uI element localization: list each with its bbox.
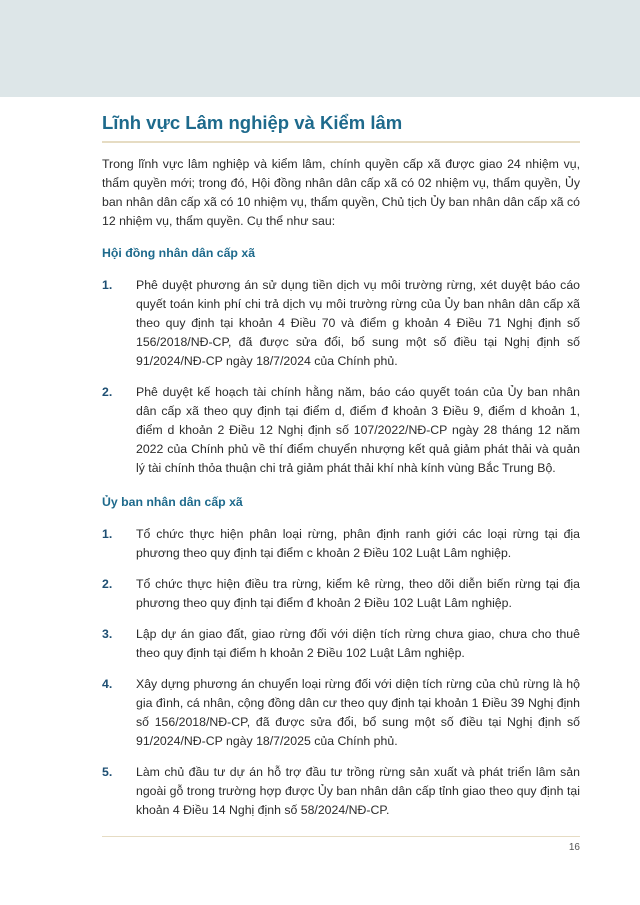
list-item (102, 383, 580, 478)
footer-divider (102, 836, 580, 837)
item-number: 2. (102, 577, 113, 591)
section-heading-ubnd: Ủy ban nhân dân cấp xã (102, 495, 243, 509)
page-title: Lĩnh vực Lâm nghiệp và Kiểm lâm (102, 112, 403, 133)
item-text: Phê duyệt kế hoạch tài chính hằng năm, báo cáo quyết toán của Ủy ban nhân dân cấp xã theo quy định tại điểm d, điểm đ khoản 3 Điều 9, điểm d khoản 1, điểm d khoản 2 Điều 12 Nghị định số 107/2022/NĐ-CP ngày 28 tháng 12 năm 2022 của Chính phủ về thí điểm chuyển nhượng kết quả giảm phát thải và quản lý tài chính thỏa thuận chi trả giảm phát thải khí nhà kính vùng Bắc Trung Bộ. (136, 385, 580, 475)
list-item (102, 575, 580, 613)
list-item (102, 625, 580, 663)
item-number: 4. (102, 677, 113, 691)
item-text: Phê duyệt phương án sử dụng tiền dịch vụ môi trường rừng, xét duyệt báo cáo quyết toán kinh phí chi trả dịch vụ môi trường rừng của Ủy ban nhân dân cấp xã theo quy định tại khoản 4 Điều 70 và điểm g khoản 4 Điều 71 Nghị định số 156/2018/NĐ-CP, đã được sửa đổi, bổ sung một số điều tại Nghị định số 91/2024/NĐ-CP ngày 18/7/2024 của Chính phủ. (136, 278, 580, 368)
item-text: Xây dựng phương án chuyển loại rừng đối với diện tích rừng của chủ rừng là hộ gia đình, cá nhân, cộng đồng dân cư theo quy định tại khoản 1 Điều 39 Nghị định số 156/2018/NĐ-CP, đã được sửa đổi, bổ sung một số điều tại Nghị định số 91/2024/NĐ-CP ngày 18/7/2025 của Chính phủ. (136, 677, 580, 748)
item-text: Tổ chức thực hiện phân loại rừng, phân định ranh giới các loại rừng tại địa phương theo quy định tại điểm c khoản 2 Điều 102 Luật Lâm nghiệp. (136, 527, 580, 560)
list-item (102, 276, 580, 371)
item-number: 5. (102, 765, 113, 779)
item-number: 1. (102, 278, 113, 292)
list-item (102, 763, 580, 820)
list-item (102, 675, 580, 751)
item-text: Lập dự án giao đất, giao rừng đối với diện tích rừng chưa giao, chưa cho thuê theo quy định tại điểm h khoản 2 Điều 102 Luật Lâm nghiệp. (136, 627, 580, 660)
item-text: Tổ chức thực hiện điều tra rừng, kiểm kê rừng, theo dõi diễn biến rừng tại địa phương theo quy định tại điểm đ khoản 2 Điều 102 Luật Lâm nghiệp. (136, 577, 580, 610)
header-band (0, 0, 640, 97)
page-number: 16 (568, 842, 580, 853)
section-heading-hdnd: Hội đồng nhân dân cấp xã (102, 246, 256, 260)
intro-paragraph: Trong lĩnh vực lâm nghiệp và kiểm lâm, chính quyền cấp xã được giao 24 nhiệm vụ, thẩm quyền mới; trong đó, Hội đồng nhân dân cấp xã có 02 nhiệm vụ, thẩm quyền, Ủy ban nhân dân cấp xã có 10 nhiệm vụ, thẩm quyền, Chủ tịch Ủy ban nhân dân cấp xã có 12 nhiệm vụ, thẩm quyền. Cụ thể như sau: (102, 157, 580, 228)
item-text: Làm chủ đầu tư dự án hỗ trợ đầu tư trồng rừng sản xuất và phát triển lâm sản ngoài gỗ trong trường hợp được Ủy ban nhân dân cấp tỉnh giao theo quy định tại khoản 4 Điều 14 Nghị định số 58/2024/NĐ-CP. (136, 765, 580, 817)
page-content (102, 111, 580, 832)
item-number: 1. (102, 527, 113, 541)
title-divider (102, 141, 580, 143)
list-item (102, 525, 580, 563)
item-number: 2. (102, 385, 113, 399)
item-number: 3. (102, 627, 113, 641)
